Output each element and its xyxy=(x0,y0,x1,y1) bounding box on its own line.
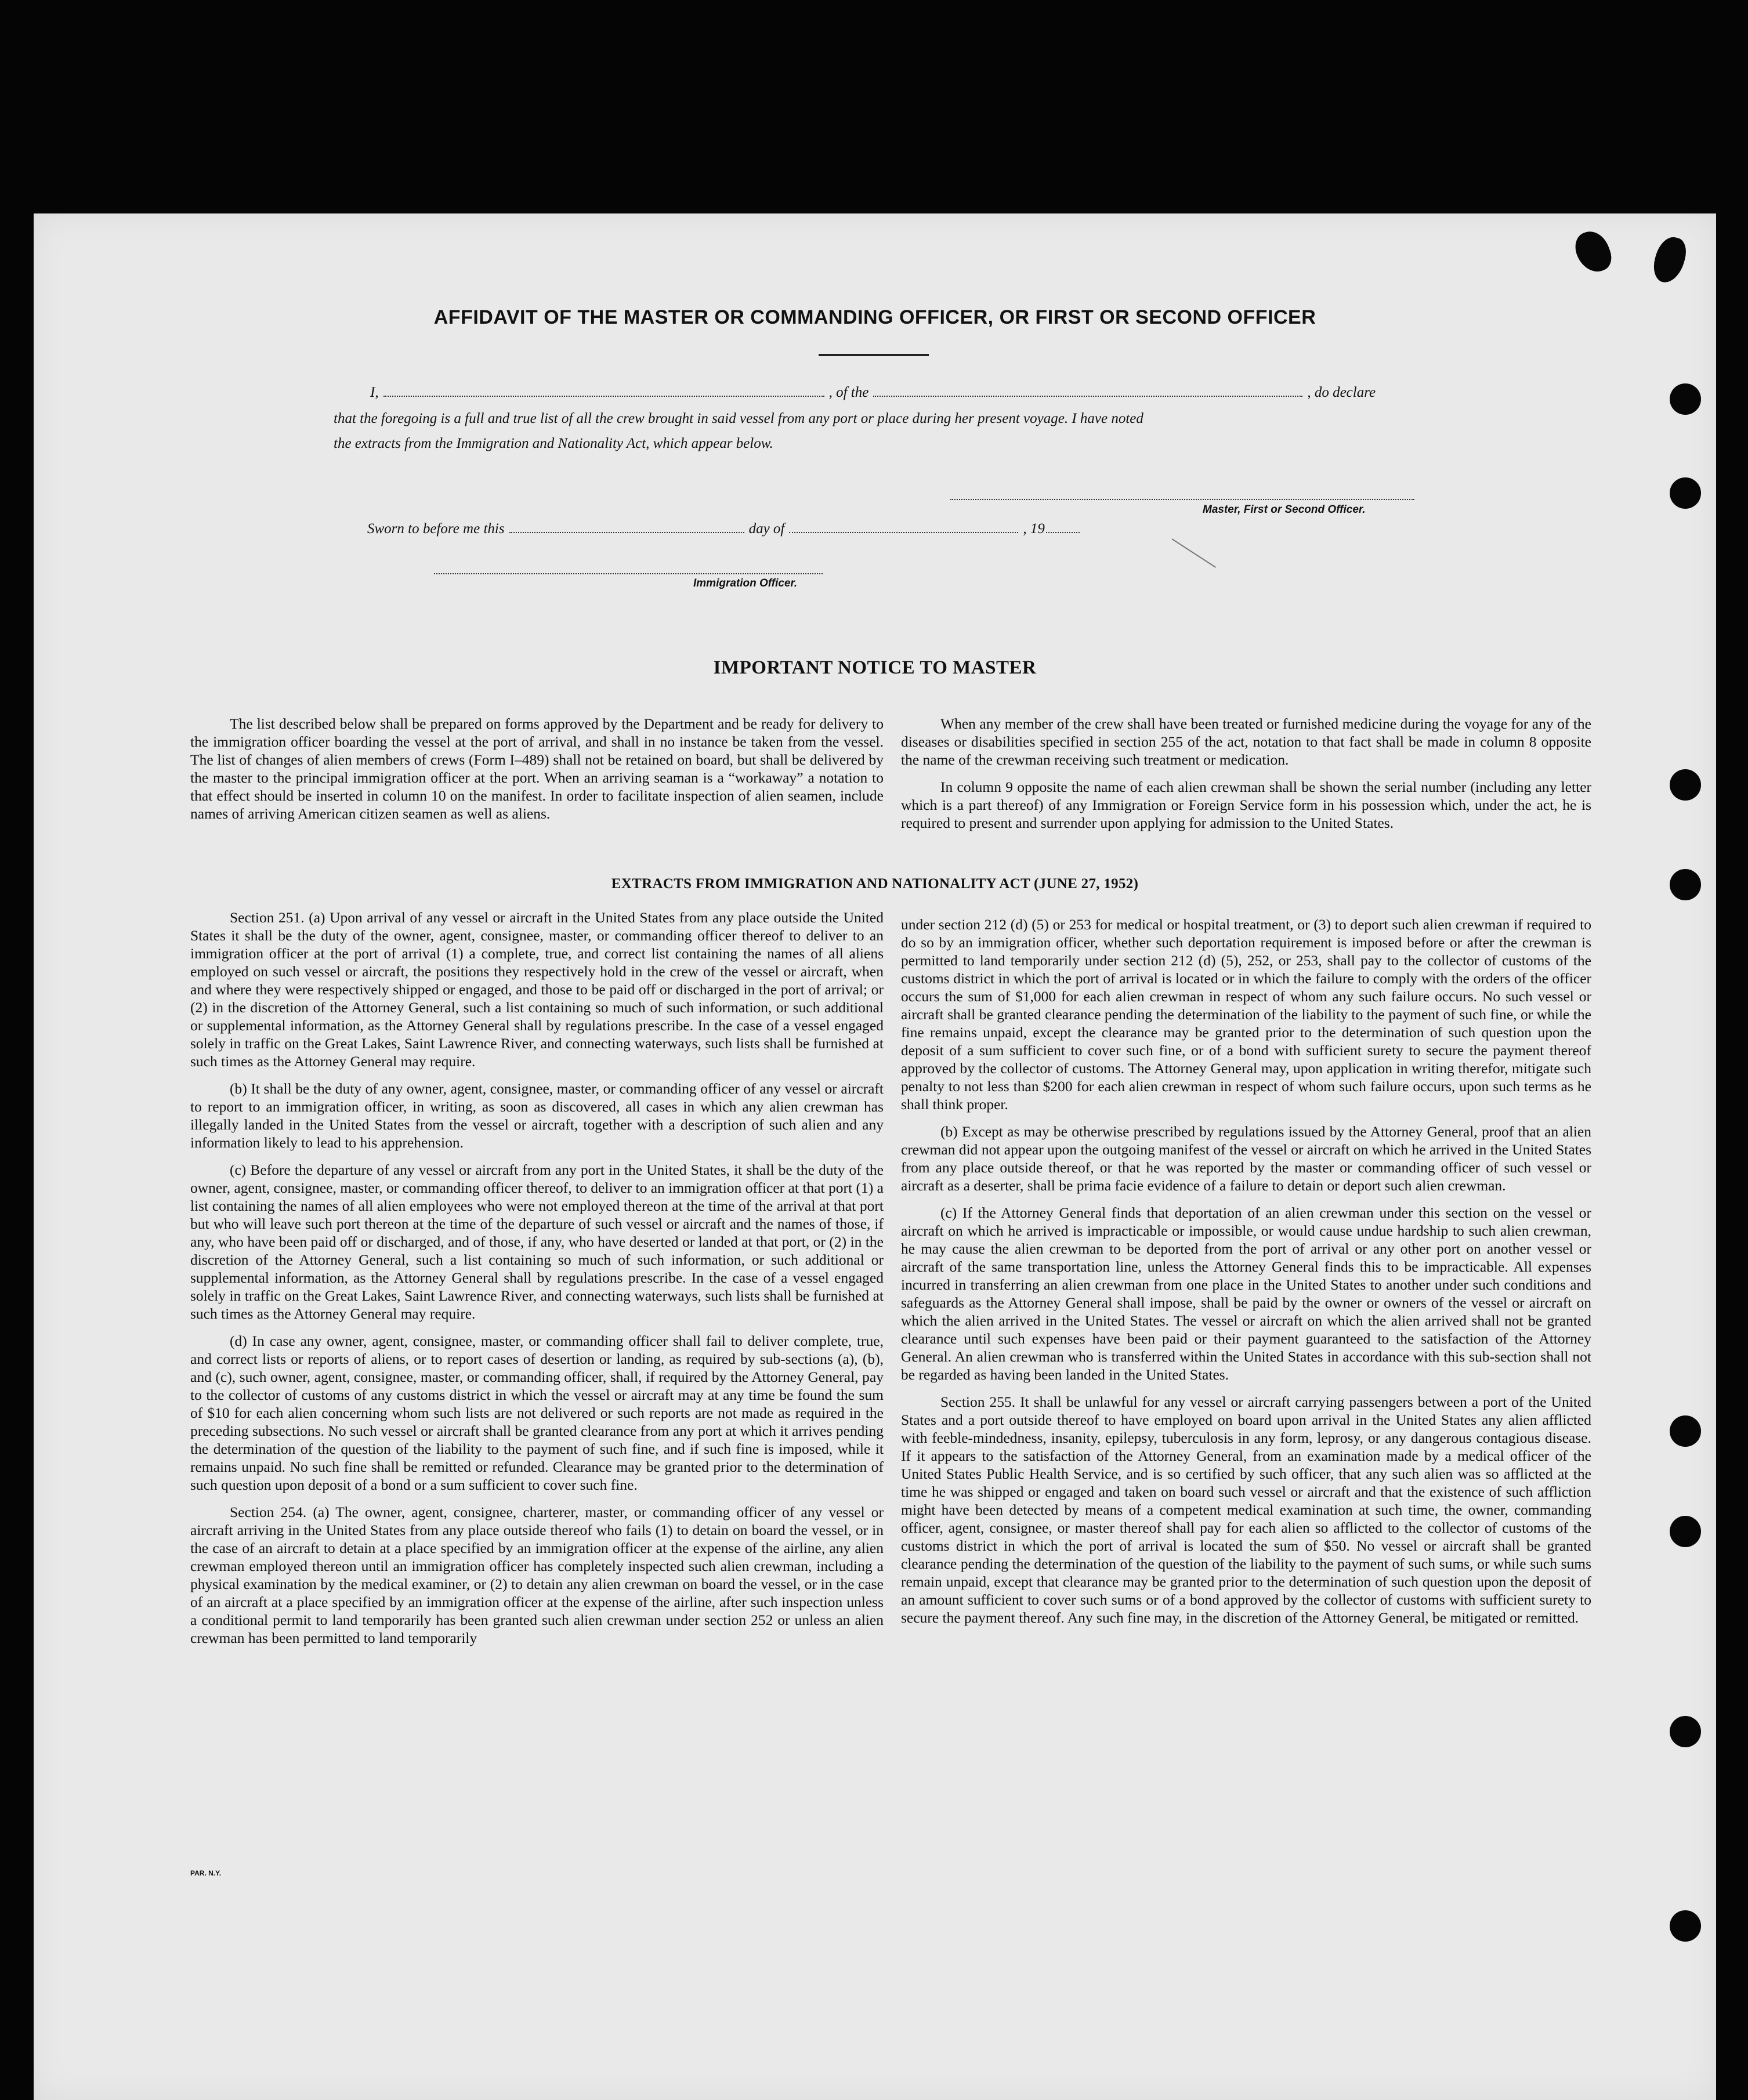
vessel-field[interactable] xyxy=(873,385,1302,397)
affidavit-i-label: I, xyxy=(370,385,379,400)
extract-paragraph: under section 212 (d) (5) or 253 for medical or hospital treatment, or (3) to deport such alien crewman if required to do so by an immigration officer, whether such deportation requirement is imposed before or after the crewman is permitted to land temporarily under section 212 (d) (5), 252, or 253, shall pay to the collector of customs of the customs district in which the port of arrival is located or in which the failure to comply with the orders of the officer occurs the sum of $1,000 for each alien crewman in respect of whom any such failure occurs. No such vessel or aircraft shall be granted clearance pending the determination of the liability to the payment of such fine, or while the fine remains unpaid, except the clearance may be granted prior to the determination of such question upon the deposit of a sum sufficient to cover such fine, or of a bond with sufficient surety to secure the payment thereof approved by the collector of customs. The Attorney General may, upon application in writing therefor, mitigate such penalty to not less than $200 for each alien crewman in respect of whom such failure occurs, upon such terms as he shall think proper. xyxy=(901,916,1591,1113)
printer-code: PAR. N.Y. xyxy=(190,1869,222,1877)
punch-hole xyxy=(1670,1910,1701,1942)
extracts-right-column xyxy=(901,915,1591,1627)
notice-paragraph: The list described below shall be prepared on forms approved by the Department and be ready for delivery to the immigration officer boarding the vessel at the port of arrival, and shall in no instance be taken from the vessel. The list of changes of alien members of crews (Form I–489) shall not be retained on board, but shall be delivered by the master to the principal immigration officer at the port. When an arriving seaman is a “workaway” a notation to that effect should be inserted in column 10 on the manifest. In order to facilitate inspection of alien seamen, include names of arriving American citizen seamen as well as aliens. xyxy=(190,715,884,822)
sworn-day-field[interactable] xyxy=(509,522,744,533)
immigration-officer-caption: Immigration Officer. xyxy=(693,577,798,589)
sworn-prefix: Sworn to before me this xyxy=(367,521,505,537)
notice-left-column xyxy=(190,715,884,823)
extract-paragraph: (c) If the Attorney General finds that deportation of an alien crewman under this section on the vessel or aircraft on which he arrived is impracticable or impossible, or would cause undue hardship to such alien crewman, he may cause the alien crewman to be deported from the port of arrival or any other port on another vessel or aircraft of the same transportation line, unless the Attorney General finds this to be impracticable. All expenses incurred in transferring an alien crewman from one place in the United States to another under such conditions and safeguards as the Attorney General shall impose, shall be paid by the owner or owners of the vessel or aircraft on which the alien arrived in the United States. The vessel or aircraft on which the alien arrived shall not be granted clearance until such expenses have been paid or their payment guaranteed to the satisfaction of the Attorney General. An alien crewman who is transferred within the United States in accordance with this sub-section shall not be regarded as having been landed in the United States. xyxy=(901,1204,1591,1383)
master-signature-caption: Master, First or Second Officer. xyxy=(1203,504,1366,516)
sworn-day-of: day of xyxy=(748,521,785,537)
sworn-year-field[interactable] xyxy=(1046,522,1080,533)
affidavit-statement-line: that the foregoing is a full and true list of all the crew brought in said vessel from any port or place during her present voyage. I have noted xyxy=(334,411,1143,426)
punch-hole xyxy=(1670,1716,1701,1747)
extract-paragraph: (b) It shall be the duty of any owner, agent, consignee, master, or commanding officer of any vessel or aircraft to report to an immigration officer, in writing, as soon as discovered, all cases in which any alien crewman has illegally landed in the United States from the vessel or aircraft, together with a description of such alien and any information likely to lead to his apprehension. xyxy=(190,1080,884,1151)
extract-paragraph: Section 251. (a) Upon arrival of any vessel or aircraft in the United States from any place outside the United States it shall be the duty of the owner, agent, consignee, master, or commanding officer thereof to deliver to an immigration officer at the port of arrival (1) a complete, true, and correct list containing the names of all aliens employed on such vessel or aircraft, the positions they respectively hold in the crew of the vessel or aircraft, when and where they were respectively shipped or engaged, and those to be paid off or discharged in the port of arrival; or (2) in the discretion of the Attorney General, such a list containing so much of such information, or such additional or supplemental information, as the Attorney General shall by regulations prescribe. In the case of a vessel engaged solely in traffic on the Great Lakes, Saint Lawrence River, and connecting waterways, such lists shall be furnished at such times as the Attorney General may require. xyxy=(190,909,884,1070)
document-page xyxy=(34,213,1716,2100)
name-field[interactable] xyxy=(383,385,824,397)
extracts-left-column xyxy=(190,908,884,1647)
corner-mark-left xyxy=(1570,227,1615,277)
affidavit-title: AFFIDAVIT OF THE MASTER OR COMMANDING OFFICER, OR FIRST OR SECOND OFFICER xyxy=(433,306,1316,328)
sworn-line xyxy=(367,521,1084,537)
affidavit-of-the-label: , of the xyxy=(828,385,869,400)
punch-hole xyxy=(1670,1415,1701,1447)
immigration-officer-signature-line[interactable] xyxy=(434,573,823,574)
corner-mark-right xyxy=(1649,234,1689,286)
sworn-month-field[interactable] xyxy=(789,522,1018,533)
affidavit-declare-label: , do declare xyxy=(1307,385,1376,400)
punch-hole xyxy=(1670,477,1701,509)
affidavit-statement-line-2: the extracts from the Immigration and Nationality Act, which appear below. xyxy=(334,436,773,451)
extract-paragraph: (b) Except as may be otherwise prescribed by regulations issued by the Attorney General, proof that an alien crewman did not appear upon the outgoing manifest of the vessel or aircraft on which he arrived in the United States from any place outside thereof, or that he was reported by the master or commanding officer of such vessel or aircraft as a deserter, shall be prima facie evidence of a failure to detain or deport such alien crewman. xyxy=(901,1123,1591,1194)
sworn-year: , 19 xyxy=(1023,521,1045,537)
extracts-title: EXTRACTS FROM IMMIGRATION AND NATIONALITY ACT (JUNE 27, 1952) xyxy=(611,876,1139,892)
punch-hole xyxy=(1670,769,1701,801)
extract-paragraph: Section 254. (a) The owner, agent, consignee, charterer, master, or commanding officer of any vessel or aircraft arriving in the United States from any place outside thereof who fails (1) to detain on board the vessel, or in the case of an aircraft to detain at a place specified by an immigration officer at the expense of the airline, any alien crewman employed thereon until an immigration officer has completely inspected such alien crewman, including a physical examination by the medical examiner, or (2) to detain any alien crewman on board the vessel, or in the case of an aircraft at a place specified by an immigration officer at the expense of the airline, after such inspection unless a conditional permit to land temporarily has been granted such alien crewman under section 252 or unless an alien crewman has been permitted to land temporarily xyxy=(190,1504,884,1646)
master-signature-line[interactable] xyxy=(950,499,1414,500)
notice-paragraph: In column 9 opposite the name of each alien crewman shall be shown the serial number (including any letter which is a part thereof) of any Immigration or Foreign Service form in his possession which, under the act, he is required to present and surrender upon applying for admission to the United States. xyxy=(901,779,1591,831)
notice-title: IMPORTANT NOTICE TO MASTER xyxy=(713,657,1037,678)
notice-paragraph: When any member of the crew shall have been treated or furnished medicine during the voyage for any of the diseases or disabilities specified in section 255 of the act, notation to that fact shall be made in column 8 opposite the name of the crewman receiving such treatment or medication. xyxy=(901,715,1591,768)
affidavit-declaration-line xyxy=(370,385,1376,401)
extract-paragraph: Section 255. It shall be unlawful for any vessel or aircraft carrying passengers between a port of the United States and a port outside thereof to have employed on board upon arrival in the United States any alien afflicted with feeble-mindedness, insanity, epilepsy, tuberculosis in any form, leprosy, or any dangerous contagious disease. If it appears to the satisfaction of the Attorney General, from an examination made by a medical officer of the United States Public Health Service, and is so certified by such officer, that any such alien was so afflicted at the time he was shipped or engaged and taken on board such vessel or aircraft and that the existence of such affliction might have been detected by means of a competent medical examination at such time, the owner, commanding officer, agent, consignee, or master thereof shall pay for each alien so afflicted to the collector of customs of the customs district in which the port of arrival is located the sum of $50. No vessel or aircraft shall be granted clearance pending the determination of the question of the liability to the payment of such sums, or while such sums remain unpaid, except that clearance may be granted prior to the determination of such question upon the deposit of an amount sufficient to cover such sums or of a bond approved by the collector of customs with sufficient surety to secure the payment thereof. Any such fine may, in the discretion of the Attorney General, be mitigated or remitted. xyxy=(901,1393,1591,1626)
punch-hole xyxy=(1670,1516,1701,1547)
punch-hole xyxy=(1670,383,1701,415)
notice-right-column xyxy=(901,715,1591,832)
pencil-stroke xyxy=(1171,538,1216,568)
title-underline xyxy=(819,354,929,356)
extract-paragraph: (d) In case any owner, agent, consignee, master, or commanding officer shall fail to deliver complete, true, and correct lists or reports of aliens, or to report cases of desertion or landing, as required by sub-sections (a), (b), and (c), such owner, agent, consignee, master, or commanding officer, shall, if required by the Attorney General, pay to the collector of customs of any customs district in which the vessel or aircraft may at any time be found the sum of $10 for each alien concerning whom such lists are not delivered or such reports are not made as required in the preceding subsections. No such vessel or aircraft shall be granted clearance from any port at which it arrives pending the determination of the question of the liability to the payment of such fine, and if such fine is imposed, while it remains unpaid. No such fine shall be remitted or refunded. Clearance may be granted prior to the determination of such question upon deposit of a bond or a sum sufficient to cover such fine. xyxy=(190,1333,884,1493)
extract-paragraph: (c) Before the departure of any vessel or aircraft from any port in the United States, it shall be the duty of the owner, agent, consignee, master, or commanding officer thereof, to deliver to an immigration officer at that port (1) a list containing the names of all alien employees who were not employed thereon at the time of the arrival at that port but who will leave such port thereon at the time of the departure of such vessel or aircraft and the names of those, if any, who have been paid off or discharged, and of those, if any, who have deserted or landed at that port, or (2) in the discretion of the Attorney General, such a list containing so much of such information, or such additional or supplemental information, as the Attorney General shall by regulations prescribe. In the case of a vessel engaged solely in traffic on the Great Lakes, Saint Lawrence River, and connecting waterways, such lists shall be furnished at such times as the Attorney General may require. xyxy=(190,1161,884,1322)
